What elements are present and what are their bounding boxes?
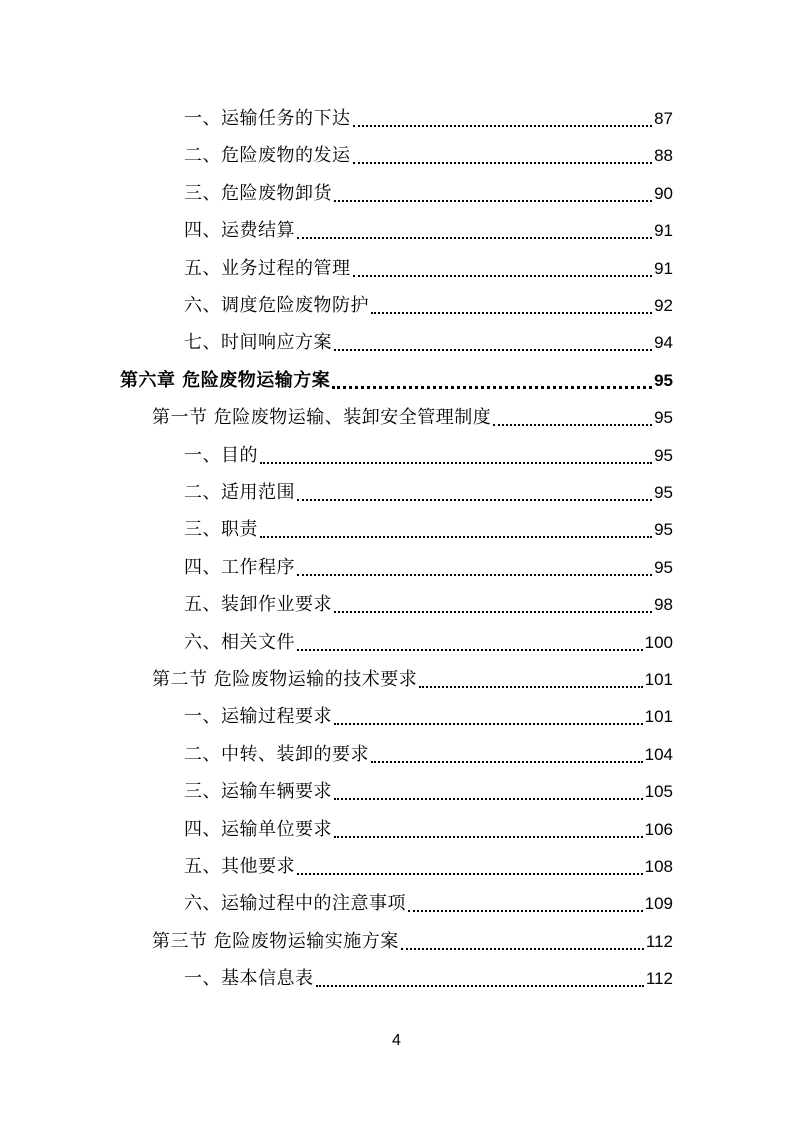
toc-entry-page: 112 <box>645 969 673 988</box>
toc-entry[interactable] <box>184 480 673 506</box>
toc-entry-label: 第六章 危险废物运输方案 <box>120 370 331 391</box>
toc-entry-page: 108 <box>644 857 673 876</box>
toc-entry-label: 四、运输单位要求 <box>184 819 332 840</box>
toc-dot-leader <box>353 162 653 164</box>
toc-entry-label: 七、时间响应方案 <box>184 332 332 353</box>
toc-dot-leader <box>353 275 653 277</box>
toc-entry-page: 98 <box>654 595 673 614</box>
toc-dot-leader <box>297 237 652 239</box>
toc-dot-leader <box>334 836 643 838</box>
toc-dot-leader <box>401 948 644 950</box>
toc-entry[interactable] <box>184 517 673 543</box>
toc-entry-label: 六、运输过程中的注意事项 <box>184 893 406 914</box>
toc-entry[interactable] <box>184 592 673 618</box>
toc-entry-label: 四、工作程序 <box>184 557 295 578</box>
toc-entry-label: 四、运费结算 <box>184 220 295 241</box>
toc-entry-label: 二、中转、装卸的要求 <box>184 744 369 765</box>
toc-entry-page: 90 <box>654 184 673 203</box>
toc-entry[interactable] <box>152 929 673 955</box>
toc-entry-label: 三、运输车辆要求 <box>184 781 332 802</box>
toc-dot-leader <box>297 649 643 651</box>
toc-entry-page: 91 <box>654 221 673 240</box>
toc-dot-leader <box>332 386 652 389</box>
toc-dot-leader <box>371 761 643 763</box>
toc-entry-label: 五、装卸作业要求 <box>184 594 332 615</box>
toc-entry-label: 五、业务过程的管理 <box>184 258 351 279</box>
toc-entry[interactable] <box>120 368 673 394</box>
toc-entry[interactable] <box>184 854 673 880</box>
toc-entry-page: 94 <box>654 333 673 352</box>
toc-entry-page: 109 <box>644 894 673 913</box>
toc-entry-label: 六、调度危险废物防护 <box>184 295 369 316</box>
toc-entry[interactable] <box>184 555 673 581</box>
toc-dot-leader <box>316 985 644 987</box>
toc-entry-page: 104 <box>644 745 673 764</box>
toc-entry[interactable] <box>152 405 673 431</box>
toc-entry[interactable] <box>184 330 673 356</box>
toc-entry-label: 第二节 危险废物运输的技术要求 <box>152 669 418 690</box>
toc-entry-page: 95 <box>654 371 673 390</box>
toc-entry-label: 二、适用范围 <box>184 482 295 503</box>
toc-entry-label: 一、目的 <box>184 445 258 466</box>
toc-entry-page: 91 <box>654 259 673 278</box>
toc-entry-page: 101 <box>644 707 673 726</box>
toc-dot-leader <box>493 424 652 426</box>
toc-entry-label: 第三节 危险废物运输实施方案 <box>152 931 399 952</box>
toc-entry-label: 三、职责 <box>184 519 258 540</box>
toc-entry-label: 三、危险废物卸货 <box>184 183 332 204</box>
toc-entry[interactable] <box>184 106 673 132</box>
toc-dot-leader <box>334 200 652 202</box>
toc-entry[interactable] <box>184 218 673 244</box>
page-number: 4 <box>392 1032 401 1049</box>
toc-entry-page: 105 <box>644 782 673 801</box>
toc-entry-page: 100 <box>644 633 673 652</box>
toc-dot-leader <box>334 723 643 725</box>
toc-entry[interactable] <box>184 256 673 282</box>
toc-entry-label: 六、相关文件 <box>184 632 295 653</box>
toc-dot-leader <box>297 873 643 875</box>
toc-entry[interactable] <box>184 143 673 169</box>
toc-entry-label: 二、危险废物的发运 <box>184 145 351 166</box>
toc-entry-page: 101 <box>644 670 673 689</box>
toc-entry-page: 95 <box>654 520 673 539</box>
toc-dot-leader <box>419 686 642 688</box>
toc-entry-label: 第一节 危险废物运输、装卸安全管理制度 <box>152 407 492 428</box>
toc-entry[interactable] <box>184 704 673 730</box>
toc-dot-leader <box>371 312 652 314</box>
toc-entry[interactable] <box>184 443 673 469</box>
toc-entry[interactable] <box>184 966 673 992</box>
toc-entry[interactable] <box>184 293 673 319</box>
toc-entry[interactable] <box>184 779 673 805</box>
toc-dot-leader <box>297 574 652 576</box>
toc-entry-page: 95 <box>654 408 673 427</box>
toc-entry-page: 92 <box>654 296 673 315</box>
toc-entry-label: 五、其他要求 <box>184 856 295 877</box>
toc-dot-leader <box>334 349 652 351</box>
toc-dot-leader <box>408 910 643 912</box>
toc-entry-page: 106 <box>644 820 673 839</box>
toc-dot-leader <box>334 611 652 613</box>
toc-entry-page: 95 <box>654 558 673 577</box>
toc-entry[interactable] <box>184 742 673 768</box>
toc-dot-leader <box>297 499 652 501</box>
toc-entry-page: 87 <box>654 109 673 128</box>
toc-dot-leader <box>353 125 653 127</box>
toc-entry[interactable] <box>184 891 673 917</box>
toc-dot-leader <box>260 462 652 464</box>
toc-entry-label: 一、运输任务的下达 <box>184 108 351 129</box>
toc-entry-page: 112 <box>645 932 673 951</box>
toc-entry[interactable] <box>184 817 673 843</box>
toc-entry-page: 88 <box>654 146 673 165</box>
toc-entry-page: 95 <box>654 483 673 502</box>
toc-entry[interactable] <box>152 667 673 693</box>
toc-entry[interactable] <box>184 181 673 207</box>
toc-entry-page: 95 <box>654 446 673 465</box>
toc-entry[interactable] <box>184 630 673 656</box>
toc-dot-leader <box>260 536 652 538</box>
toc-entry-label: 一、基本信息表 <box>184 968 314 989</box>
toc-dot-leader <box>334 798 643 800</box>
toc-entry-label: 一、运输过程要求 <box>184 706 332 727</box>
